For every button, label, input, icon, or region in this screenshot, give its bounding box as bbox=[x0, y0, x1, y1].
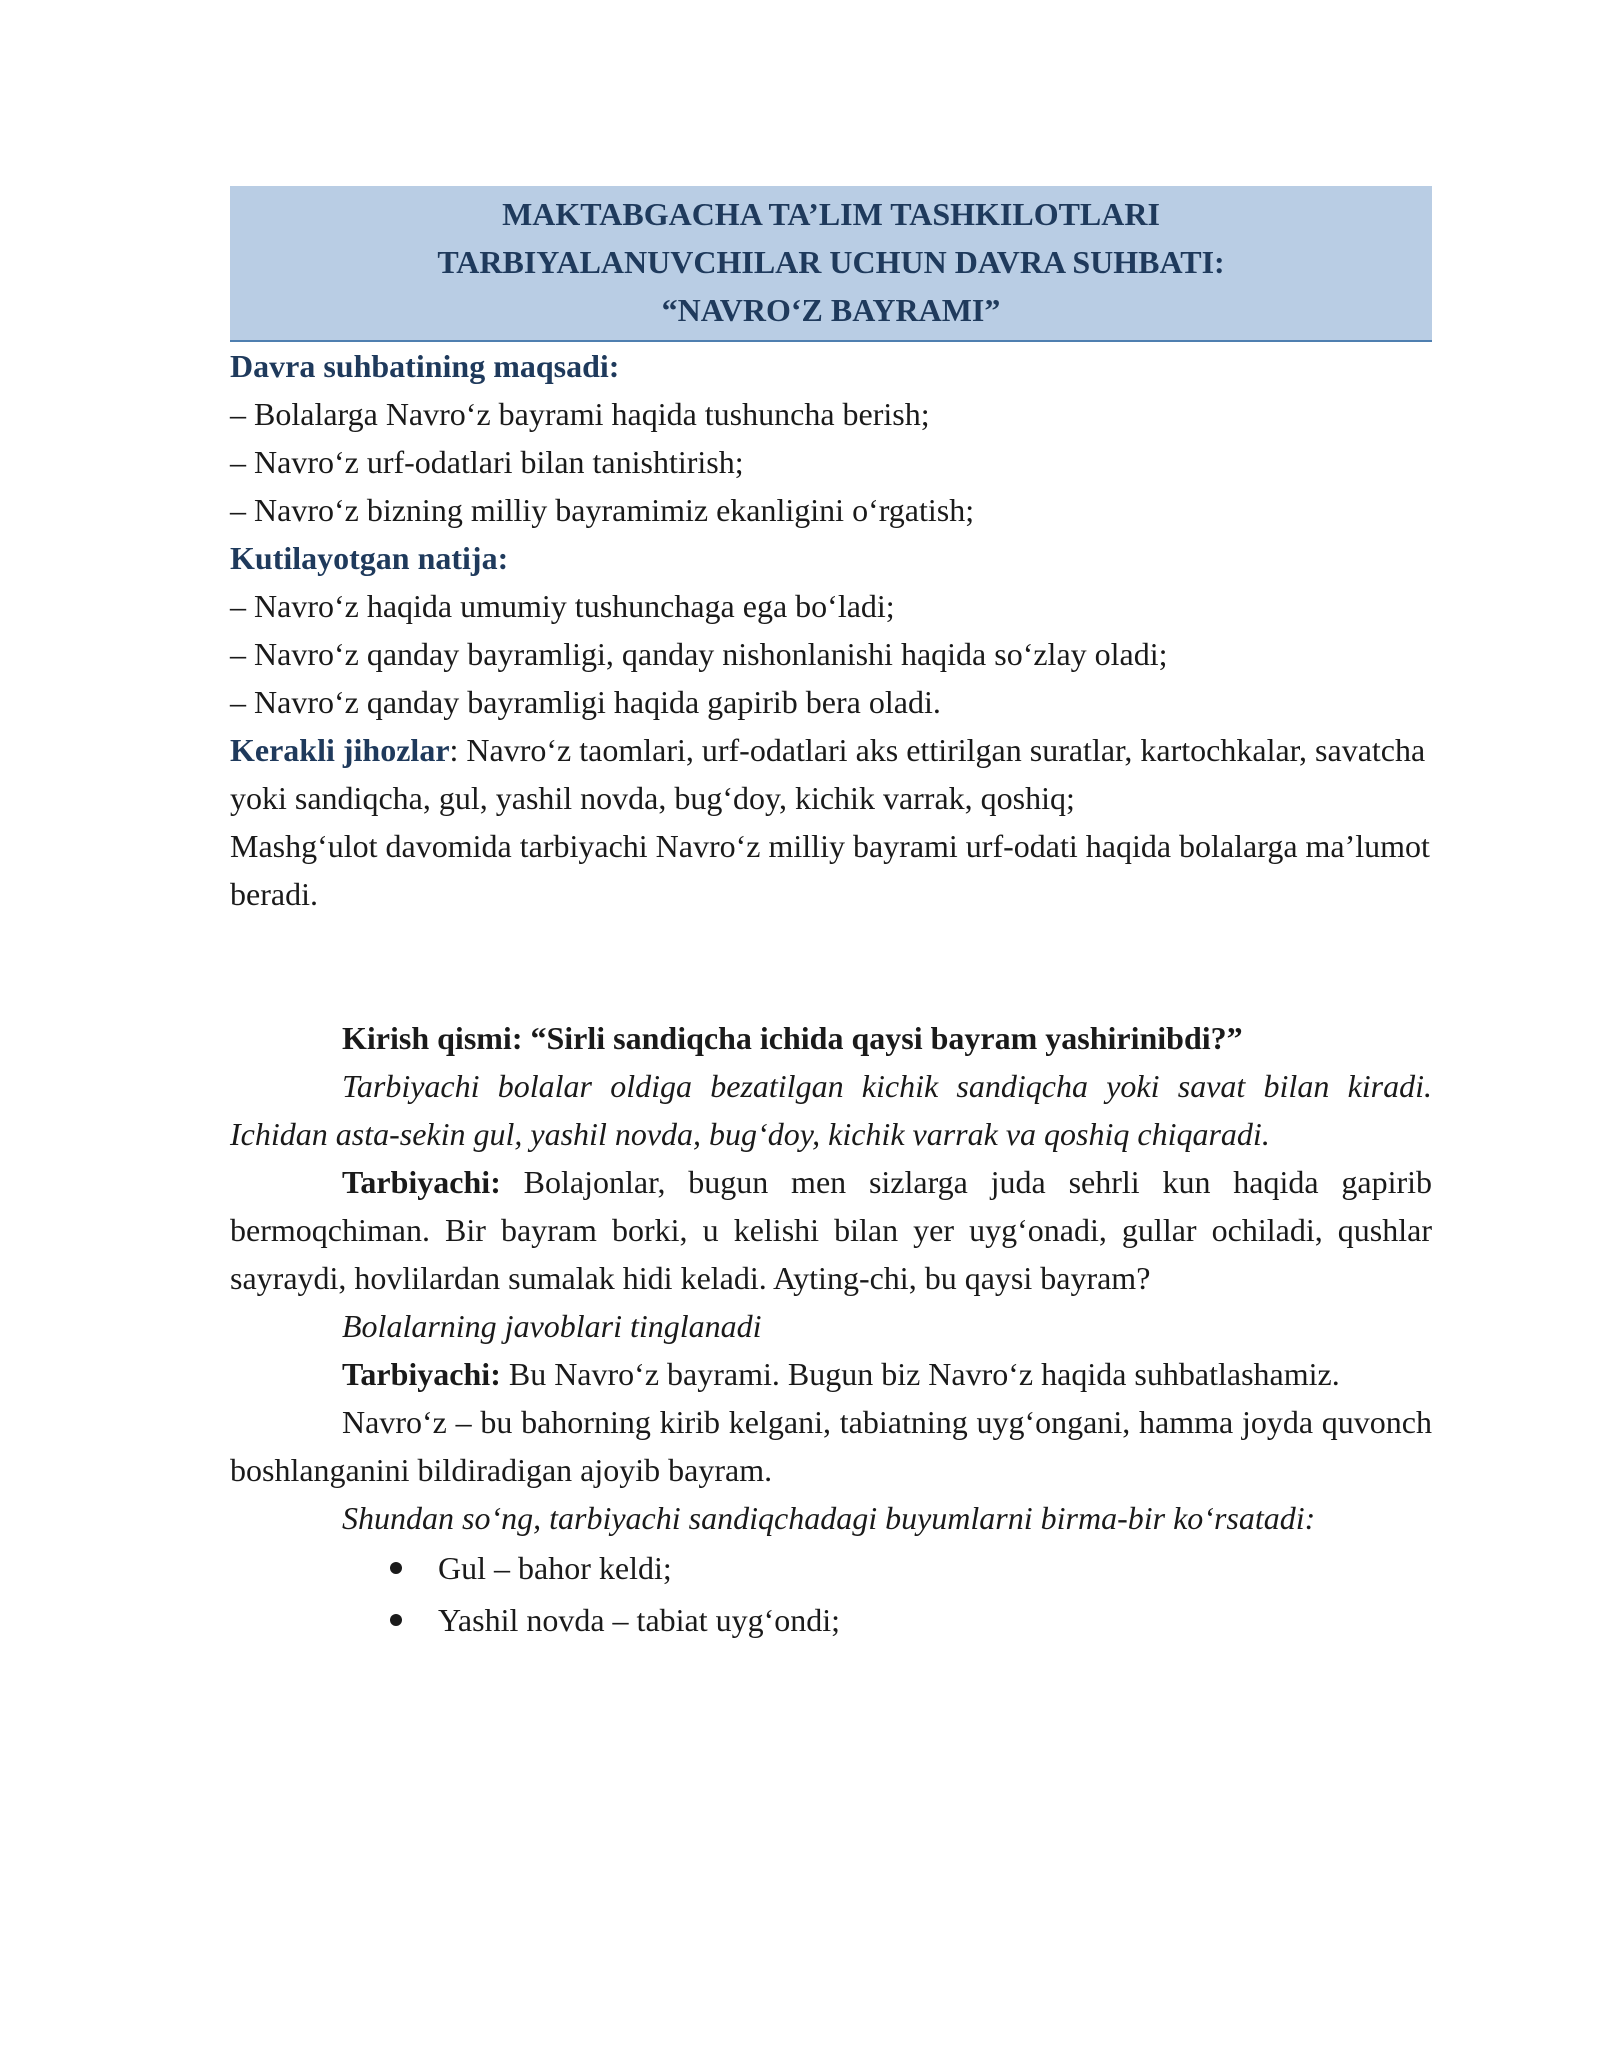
speech-text: Bolajonlar, bugun men sizlarga juda sehrli kun haqida gapirib bermoqchiman. Bir bayram borki, u kelishi bilan yer uyg‘onadi, gullar ochiladi, qushlar sayraydi, hovlilardan sumalak hidi keladi. Ayting-chi, bu qaysi bayram? bbox=[230, 1164, 1432, 1296]
show-items-direction: Shundan so‘ng, tarbiyachi sandiqchadagi buyumlarni birma-bir ko‘rsatadi: bbox=[342, 1500, 1316, 1536]
document-page bbox=[230, 186, 1432, 1646]
list-item-text: Yashil novda – tabiat uyg‘ondi; bbox=[438, 1602, 841, 1638]
equipment-text: : Navro‘z taomlari, urf-odatlari aks ettirilgan suratlar, kartochkalar, savatcha yoki sandiqcha, gul, yashil novda, bug‘doy, kichik varrak, qoshiq; bbox=[230, 732, 1426, 816]
speech-text: Bu Navro‘z bayrami. Bugun biz Navro‘z haqida suhbatlashamiz. bbox=[500, 1356, 1340, 1392]
bullet-icon bbox=[390, 1562, 402, 1574]
goal-item: – Bolalarga Navro‘z bayrami haqida tushuncha berish; bbox=[230, 396, 930, 432]
list-item bbox=[390, 1542, 1432, 1594]
lesson-note: Mashg‘ulot davomida tarbiyachi Navro‘z milliy bayrami urf-odati haqida bolalarga ma’lumot beradi. bbox=[230, 828, 1430, 912]
speaker-label: Tarbiyachi: bbox=[342, 1164, 501, 1200]
goal-item: – Navro‘z urf-odatlari bilan tanishtirish; bbox=[230, 444, 744, 480]
results-heading: Kutilayotgan natija: bbox=[230, 540, 509, 576]
teacher-speech-2 bbox=[230, 1350, 1432, 1398]
speaker-label: Tarbiyachi: bbox=[342, 1356, 501, 1392]
title-line-3: “NAVRO‘Z BAYRAMI” bbox=[661, 292, 1001, 328]
list-item bbox=[390, 1594, 1432, 1646]
teacher-speech-1 bbox=[230, 1158, 1432, 1302]
result-item: – Navro‘z qanday bayramligi, qanday nishonlanishi haqida so‘zlay oladi; bbox=[230, 636, 1168, 672]
children-answers: Bolalarning javoblari tinglanadi bbox=[342, 1308, 762, 1344]
equipment-paragraph bbox=[230, 726, 1432, 822]
intro-section bbox=[230, 1014, 1432, 1646]
title-line-1: MAKTABGACHA TA’LIM TASHKILOTLARI bbox=[502, 196, 1160, 232]
list-item-text: Gul – bahor keldi; bbox=[438, 1550, 672, 1586]
bullet-icon bbox=[390, 1614, 402, 1626]
result-item: – Navro‘z haqida umumiy tushunchaga ega bo‘ladi; bbox=[230, 588, 895, 624]
goals-heading: Davra suhbatining maqsadi: bbox=[230, 348, 620, 384]
goal-item: – Navro‘z bizning milliy bayramimiz ekanligini o‘rgatish; bbox=[230, 492, 975, 528]
result-item: – Navro‘z qanday bayramligi haqida gapirib bera oladi. bbox=[230, 684, 941, 720]
title-line-2: TARBIYALANUVCHILAR UCHUN DAVRA SUHBATI: bbox=[437, 244, 1225, 280]
intro-heading: Kirish qismi: “Sirli sandiqcha ichida qaysi bayram yashirinibdi?” bbox=[342, 1020, 1243, 1056]
navruz-explanation: Navro‘z – bu bahorning kirib kelgani, tabiatning uyg‘ongani, hamma joyda quvonch boshlanganini bildiradigan ajoyib bayram. bbox=[230, 1404, 1432, 1488]
stage-direction: Tarbiyachi bolalar oldiga bezatilgan kichik sandiqcha yoki savat bilan kiradi. Ichidan asta-sekin gul, yashil novda, bug‘doy, kichik varrak va qoshiq chiqaradi. bbox=[230, 1068, 1432, 1152]
title-banner bbox=[230, 186, 1432, 342]
equipment-heading: Kerakli jihozlar bbox=[230, 732, 450, 768]
items-list bbox=[230, 1542, 1432, 1646]
